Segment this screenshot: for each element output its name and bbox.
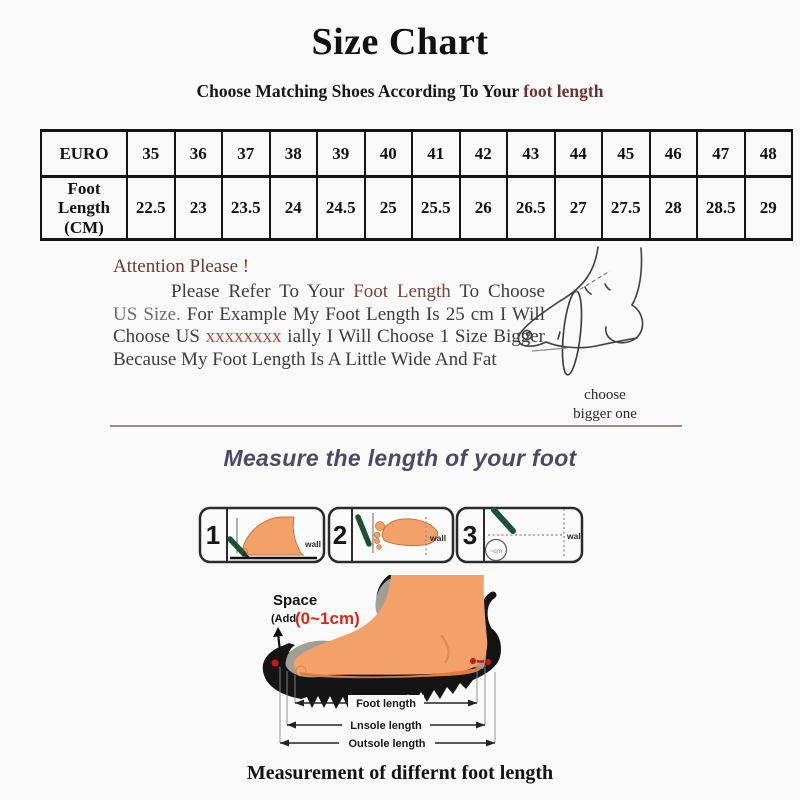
measure-section-heading: Measure the length of your foot xyxy=(223,445,577,471)
length-cell: 24.5 xyxy=(317,177,365,240)
length-cell: 23 xyxy=(175,177,223,240)
caption-line: choose xyxy=(584,387,626,403)
page-title: Size Chart xyxy=(311,21,489,63)
table-header-foot-length xyxy=(41,177,127,240)
length-cell: 28 xyxy=(650,177,698,240)
size-table xyxy=(40,129,793,241)
instep-dashed-line xyxy=(574,271,610,293)
size-cell: 38 xyxy=(270,131,318,177)
length-cell: 22.5 xyxy=(127,177,175,240)
size-cell: 40 xyxy=(365,131,413,177)
step-box-3 xyxy=(457,508,583,562)
attention-text: ially I Will Choose 1 Size Bigger Because My Foot Length Is A Little Wide And Fat xyxy=(113,326,545,370)
dimension-lines xyxy=(280,695,495,751)
attention-foot-length: Foot Length xyxy=(353,281,451,302)
length-cell: 29 xyxy=(745,177,793,240)
size-cell: 42 xyxy=(460,131,508,177)
foot-length-label: Foot length xyxy=(356,698,416,710)
size-cell: 41 xyxy=(412,131,460,177)
size-cell: 37 xyxy=(222,131,270,177)
size-cell: 43 xyxy=(507,131,555,177)
row-label-line: Foot xyxy=(67,179,101,199)
attention-us-size: US Size. xyxy=(113,303,181,325)
attention-paragraph xyxy=(113,281,545,371)
subtitle xyxy=(0,81,800,102)
measuring-loop xyxy=(559,290,585,375)
foot-sketch-illustration xyxy=(512,243,662,378)
size-cell: 48 xyxy=(745,131,793,177)
choose-bigger-caption xyxy=(545,386,665,424)
length-cell: 25.5 xyxy=(412,177,460,240)
size-cell: 47 xyxy=(697,131,745,177)
space-label: Space xyxy=(273,592,318,609)
length-cell: 23.5 xyxy=(222,177,270,240)
attention-text: Please Refer To Your xyxy=(171,281,354,302)
length-cell: 25 xyxy=(365,177,413,240)
size-table-length-row xyxy=(41,177,792,240)
caption-line: bigger one xyxy=(573,406,637,422)
step-number: 1 xyxy=(205,520,221,550)
add-label: (Add xyxy=(271,613,297,625)
size-cell: 44 xyxy=(555,131,603,177)
length-cell: 26 xyxy=(460,177,508,240)
length-cell: 26.5 xyxy=(507,177,555,240)
wall-label: wall xyxy=(430,533,447,543)
size-cell: 35 xyxy=(127,131,175,177)
attention-heading: Attention Please ! xyxy=(113,256,250,277)
step-box-1 xyxy=(200,508,324,562)
row-label-line: (CM) xyxy=(64,217,104,237)
table-header-euro: EURO xyxy=(41,131,127,177)
wall-label: wall xyxy=(304,539,321,549)
insole-length-label: Lnsole length xyxy=(350,720,422,732)
section-divider xyxy=(110,425,682,427)
attention-crossed-text: xxxxxxxx xyxy=(205,326,282,347)
attention-text: For Example My Foot Length Is 25 cm I Will Choose US xyxy=(113,303,545,347)
size-cell: 45 xyxy=(602,131,650,177)
step-number: 3 xyxy=(462,520,478,550)
row-label-line: Length xyxy=(58,198,110,218)
bottom-caption: Measurement of differnt foot length xyxy=(246,762,554,784)
length-cell: 27 xyxy=(555,177,603,240)
step-number: 2 xyxy=(332,520,348,550)
attention-text: To Choose xyxy=(450,281,545,302)
length-cell: 27.5 xyxy=(602,177,650,240)
size-cell: 46 xyxy=(650,131,698,177)
cm-label: ~cm xyxy=(489,548,503,555)
step-box-2 xyxy=(329,508,453,562)
wall-label: wall xyxy=(567,531,584,541)
size-cell: 36 xyxy=(175,131,223,177)
subtitle-text: Choose Matching Shoes According To Your xyxy=(196,81,524,101)
measure-steps-graphic xyxy=(190,495,600,577)
shoe-measurement-diagram xyxy=(245,575,575,760)
subtitle-highlight: foot length xyxy=(523,81,604,101)
space-range-label: (0~1cm) xyxy=(295,609,360,628)
length-cell: 24 xyxy=(270,177,318,240)
attention-block xyxy=(113,256,545,371)
outsole-length-label: Outsole length xyxy=(348,738,426,750)
size-cell: 39 xyxy=(317,131,365,177)
size-table-header-row xyxy=(41,131,792,177)
length-cell: 28.5 xyxy=(697,177,745,240)
